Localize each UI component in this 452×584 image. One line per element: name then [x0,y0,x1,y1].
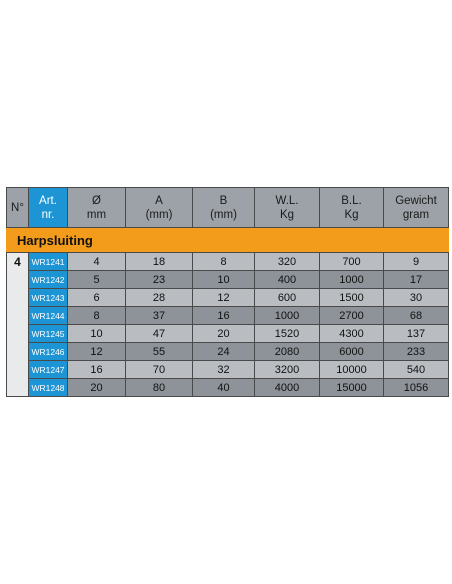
table-row [7,253,449,271]
article-code: WR1247 [29,361,68,379]
col-header-bl [320,188,384,228]
cell-diameter: 8 [68,307,126,325]
cell-diameter: 4 [68,253,126,271]
col-header-diameter-label: Ø [92,194,101,207]
col-header-weight [384,188,449,228]
cell-bl: 6000 [320,343,384,361]
cell-b: 12 [193,289,255,307]
cell-b: 32 [193,361,255,379]
cell-b: 24 [193,343,255,361]
cell-bl: 10000 [320,361,384,379]
col-header-weight-unit: gram [402,208,430,221]
col-header-b-unit: (mm) [210,208,237,221]
cell-wl: 4000 [255,379,320,397]
table-row [7,379,449,397]
col-header-diameter-unit: mm [86,208,107,221]
col-header-a-unit: (mm) [145,208,173,221]
article-code: WR1248 [29,379,68,397]
cell-b: 20 [193,325,255,343]
table-row [7,325,449,343]
col-header-article-label: Art. [39,194,57,207]
cell-wl: 3200 [255,361,320,379]
article-code: WR1246 [29,343,68,361]
table-row [7,289,449,307]
table-row [7,343,449,361]
cell-diameter: 5 [68,271,126,289]
col-header-a [126,188,193,228]
article-code: WR1241 [29,253,68,271]
col-header-bl-unit: Kg [344,208,359,221]
cell-diameter: 20 [68,379,126,397]
col-header-wl-unit: Kg [279,208,295,221]
cell-a: 18 [126,253,193,271]
cell-weight: 30 [384,289,449,307]
cell-a: 70 [126,361,193,379]
table-row [7,361,449,379]
article-code: WR1242 [29,271,68,289]
cell-b: 8 [193,253,255,271]
article-code: WR1243 [29,289,68,307]
col-header-diameter [68,188,126,228]
cell-weight: 137 [384,325,449,343]
cell-a: 80 [126,379,193,397]
cell-wl: 2080 [255,343,320,361]
section-row [7,228,449,253]
cell-a: 37 [126,307,193,325]
spec-table [6,187,449,397]
col-header-b-label: B [219,194,228,207]
cell-bl: 700 [320,253,384,271]
cell-weight: 17 [384,271,449,289]
cell-bl: 4300 [320,325,384,343]
cell-bl: 2700 [320,307,384,325]
cell-weight: 9 [384,253,449,271]
group-number: 4 [7,253,29,397]
cell-weight: 233 [384,343,449,361]
cell-wl: 600 [255,289,320,307]
table-row [7,271,449,289]
cell-weight: 1056 [384,379,449,397]
cell-weight: 68 [384,307,449,325]
col-header-wl [255,188,320,228]
col-header-number [7,188,29,228]
col-header-article-sub: nr. [41,208,55,221]
cell-a: 23 [126,271,193,289]
cell-a: 28 [126,289,193,307]
cell-b: 10 [193,271,255,289]
cell-diameter: 10 [68,325,126,343]
cell-diameter: 6 [68,289,126,307]
cell-bl: 15000 [320,379,384,397]
table-body [7,253,449,397]
article-code: WR1244 [29,307,68,325]
article-code: WR1245 [29,325,68,343]
cell-bl: 1500 [320,289,384,307]
cell-weight: 540 [384,361,449,379]
cell-a: 47 [126,325,193,343]
cell-b: 16 [193,307,255,325]
cell-b: 40 [193,379,255,397]
cell-wl: 320 [255,253,320,271]
col-header-number-label: N° [11,201,24,214]
cell-diameter: 12 [68,343,126,361]
col-header-weight-label: Gewicht [395,194,437,207]
cell-diameter: 16 [68,361,126,379]
col-header-article [29,188,68,228]
col-header-bl-label: B.L. [341,194,362,207]
table-row [7,307,449,325]
cell-bl: 1000 [320,271,384,289]
cell-wl: 1000 [255,307,320,325]
section-title: Harpsluiting [7,228,449,253]
col-header-b [193,188,255,228]
header-row [7,188,449,228]
col-header-wl-label: W.L. [275,194,299,207]
col-header-a-label: A [155,194,163,207]
cell-wl: 400 [255,271,320,289]
cell-a: 55 [126,343,193,361]
cell-wl: 1520 [255,325,320,343]
